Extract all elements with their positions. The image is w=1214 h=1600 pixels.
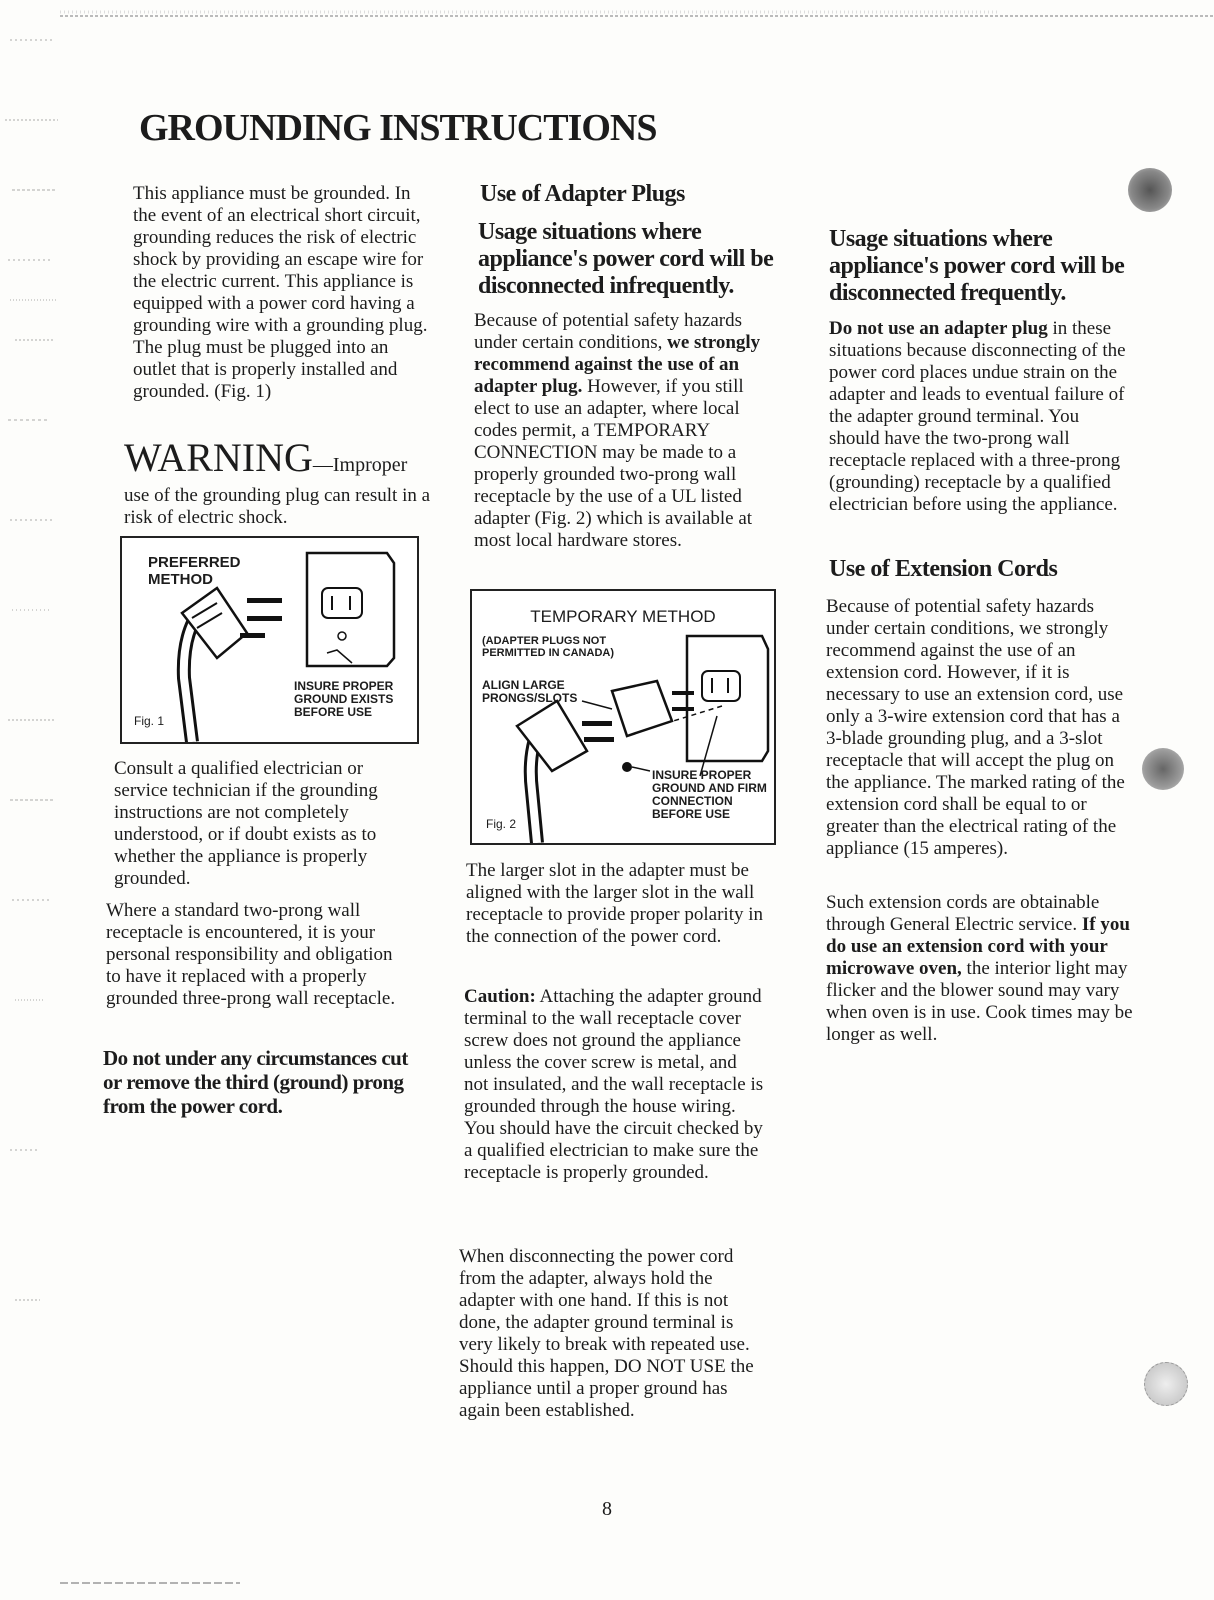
adapter-plugs-heading: Use of Adapter Plugs bbox=[480, 181, 685, 207]
fig1-note: INSURE PROPER GROUND EXISTS BEFORE USE bbox=[294, 679, 394, 719]
binder-hole-bottom bbox=[1144, 1362, 1188, 1406]
fig2-align-label: ALIGN LARGE PRONGS/SLOTS bbox=[482, 678, 578, 705]
extension-paragraph: Because of potential safety hazards under certain conditions, we strongly recommend against the use of an extension cord. However, if it is necessary to use an extension cord, use only a 3-wire extension cord that has a 3-blade grounding plug, and a 3-slot receptacle that will accept the plug on the appliance. The marked rating of the extension cord shall be equal to or greater than the electrical rating of the appliance (15 amperes). bbox=[826, 596, 1125, 859]
scan-top-edge bbox=[0, 0, 1214, 20]
infrequent-subheading: Usage situations where appliance's power cord will be disconnected infrequently. bbox=[478, 219, 774, 299]
no-adapter-text: in these situations because disconnecting of the power cord places undue strain on the adapter and leads to eventual failure of the adapter ground terminal. You should have the two-prong wall receptacle replaced with a three-prong (grounding) receptacle by a qualified electrician before using the appliance. bbox=[829, 318, 1126, 515]
page-number: 8 bbox=[602, 1498, 612, 1520]
binder-hole-top bbox=[1128, 168, 1172, 212]
warning-word: WARNING bbox=[124, 435, 313, 480]
adapter-paragraph bbox=[474, 310, 774, 552]
disconnecting-paragraph: When disconnecting the power cord from the adapter, always hold the adapter with one hand. If this is not done, the adapter ground terminal is very likely to break with repeated use. Should this happen, DO NOT USE the appliance until a proper ground has again been established. bbox=[459, 1246, 754, 1421]
scan-bottom-edge bbox=[60, 1580, 260, 1586]
adapter-text-strong: we strongly recommend against the use of an adapter plug. bbox=[474, 332, 761, 397]
consult-paragraph: Consult a qualified electrician or service technician if the grounding instructions are not completely understood, or if doubt exists as to whether the appliance is properly grounded. bbox=[114, 758, 378, 889]
caution-label: Caution: bbox=[464, 986, 536, 1007]
fig1-label: PREFERRED METHOD bbox=[148, 554, 241, 588]
page-title: GROUNDING INSTRUCTIONS bbox=[139, 107, 657, 149]
warning-rest: —Improper bbox=[312, 454, 408, 476]
scan-left-edge bbox=[0, 0, 62, 1600]
fig2-subtitle: (ADAPTER PLUGS NOT PERMITTED IN CANADA) bbox=[482, 635, 614, 659]
warning-block bbox=[124, 435, 434, 529]
extension-cords-heading: Use of Extension Cords bbox=[829, 556, 1058, 582]
binder-hole-middle bbox=[1142, 748, 1184, 790]
obtainable-text-c: the interior light may flicker and the blower sound may vary when oven is in use. Cook times may be longer as well. bbox=[826, 958, 1133, 1045]
no-adapter-strong: Do not use an adapter plug bbox=[829, 318, 1048, 339]
adapter-text-c: However, if you still elect to use an adapter, where local codes permit, a TEMPORARY CONNECTION may be made to a properly grounded two-prong wall receptacle by the use of a UL listed adapter (Fig. 2) which is available at most local hardware stores. bbox=[474, 376, 753, 551]
adapter-text-a: Because of potential safety hazards under certain conditions, bbox=[474, 310, 742, 353]
frequent-subheading: Usage situations where appliance's power cord will be disconnected frequently. bbox=[829, 226, 1125, 306]
obtainable-paragraph bbox=[826, 892, 1136, 1046]
two-prong-paragraph: Where a standard two-prong wall receptacle is encountered, it is your personal responsibility and obligation to have it replaced with a properly grounded three-prong wall receptacle. bbox=[106, 900, 396, 1009]
polarity-paragraph: The larger slot in the adapter must be aligned with the larger slot in the wall receptacle to provide proper polarity in the connection of the power cord. bbox=[466, 860, 764, 947]
obtainable-text-strong: If you do use an extension cord with your microwave oven, bbox=[826, 914, 1130, 979]
no-adapter-paragraph bbox=[829, 318, 1129, 516]
obtainable-text-a: Such extension cords are obtainable through General Electric service. bbox=[826, 892, 1100, 935]
fig2-title: TEMPORARY METHOD bbox=[530, 607, 716, 626]
do-not-remove-prong-warning: Do not under any circumstances cut or remove the third (ground) prong from the power cord. bbox=[103, 1046, 408, 1118]
figure-2 bbox=[470, 589, 776, 845]
fig1-caption: Fig. 1 bbox=[134, 714, 165, 728]
warning-text: use of the grounding plug can result in a risk of electric shock. bbox=[124, 485, 431, 528]
figure-1 bbox=[120, 536, 419, 744]
caution-text: Attaching the adapter ground terminal to the wall receptacle cover screw does not ground the appliance unless the cover screw is metal, and not insulated, and the wall receptacle is grounded through the house wiring. You should have the circuit checked by a qualified electrician to make sure the receptacle is properly grounded. bbox=[464, 986, 764, 1183]
intro-paragraph: This appliance must be grounded. In the event of an electrical short circuit, grounding reduces the risk of electric shock by providing an escape wire for the electric current. This appliance is equipped with a power cord having a grounding wire with a grounding plug. The plug must be plugged into an outlet that is properly installed and grounded. (Fig. 1) bbox=[133, 183, 428, 402]
caution-paragraph bbox=[464, 986, 764, 1184]
fig2-caption: Fig. 2 bbox=[486, 817, 517, 831]
fig2-note: INSURE PROPER GROUND AND FIRM CONNECTION BEFORE USE bbox=[652, 768, 767, 821]
